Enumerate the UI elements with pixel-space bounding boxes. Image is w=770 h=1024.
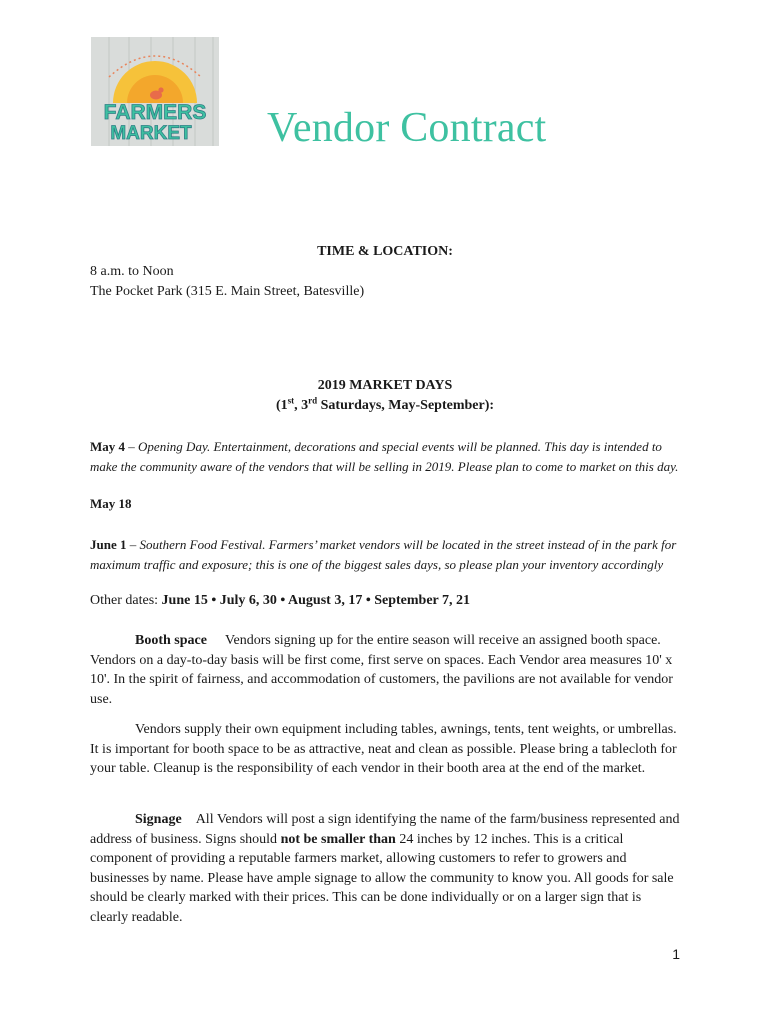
opening-day-paragraph: May 4 – Opening Day. Entertainment, decorations and special events will be planned. This day is intended to make the community aware of the vendors that will be selling in 2019. Please plan to come to market on this day. bbox=[90, 439, 679, 474]
document-title: Vendor Contract bbox=[267, 105, 547, 151]
may-18-date: May 18 bbox=[90, 496, 132, 511]
signage-label: Signage bbox=[135, 812, 182, 827]
market-address: The Pocket Park (315 E. Main Street, Batesville) bbox=[90, 284, 365, 299]
food-festival-paragraph: June 1 – Southern Food Festival. Farmers’ market vendors will be located in the street instead of in the park for maximum traffic and exposure; this is one of the biggest sales days, so please plan your inventory accordingly bbox=[90, 537, 677, 572]
farmers-market-logo bbox=[91, 37, 219, 146]
booth-space-label: Booth space bbox=[135, 633, 207, 648]
logo-word-market: MARKET bbox=[110, 123, 192, 144]
market-days-subheading: (1st, 3rd Saturdays, May-September): bbox=[275, 395, 495, 413]
time-location-heading: TIME & LOCATION: bbox=[317, 244, 453, 259]
signage-paragraph: Signage All Vendors will post a sign identifying the name of the farm/business represented and address of business. Signs should not be smaller than 24 inches by 12 inches. This is a critical component of providing a reputable farmers market, allowing customers to refer to growers and businesses by name. Please have ample signage to allow the community to know you. All goods for sale should be clearly marked with their prices. This can be done individually or on a larger sign that is clearly readable. bbox=[90, 812, 680, 925]
other-dates-line: Other dates: June 15 • July 6, 30 • August 3, 17 • September 7, 21 bbox=[90, 593, 471, 608]
page-number: 1 bbox=[672, 946, 680, 962]
booth-space-paragraph: Booth space Vendors signing up for the entire season will receive an assigned booth space. Vendors on a day-to-day basis will be first come, first serve on spaces. Each Vendor area measures 10' x 10'. In the spirit of fairness, and accommodation of customers, the pavilions are not available for vendor use. bbox=[90, 633, 673, 707]
market-days-heading: 2019 MARKET DAYS bbox=[317, 378, 453, 393]
logo-word-farmers: FARMERS bbox=[103, 101, 207, 124]
equipment-paragraph: Vendors supply their own equipment including tables, awnings, tents, tent weights, or umbrellas. It is important for booth space to be as attractive, neat and clean as possible. Please bring a tablecloth for your table. Cleanup is the responsibility of each vendor in their booth area at the end of the market. bbox=[90, 722, 677, 777]
market-time: 8 a.m. to Noon bbox=[90, 264, 174, 279]
